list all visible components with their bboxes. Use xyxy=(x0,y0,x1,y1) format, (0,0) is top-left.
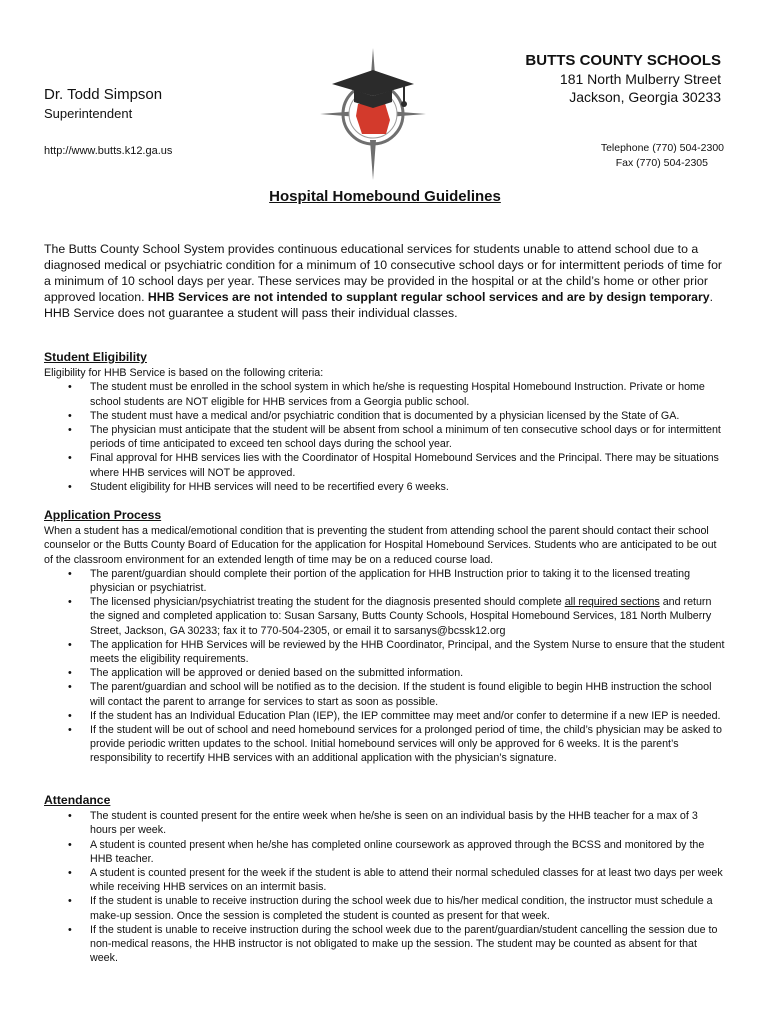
list-item: • The student is counted present for the entire week when he/she is seen on an individual basis by the HHB teacher for a max of 3 hours per week. xyxy=(90,809,726,837)
intro-after-text: . HHB Service does not guarantee a student will pass their individual classes. xyxy=(44,290,714,320)
required-sections-text: all required sections xyxy=(564,596,660,609)
intro-bold-text: HHB Services are not intended to supplant regular school services and are by design temporary xyxy=(147,290,710,304)
list-item: • If the student is unable to receive instruction during the school week due to his/her medical condition, the instructor must schedule a make-up session. Once the session is completed the student is counted as present for that week. xyxy=(90,894,726,922)
district-name: BUTTS COUNTY SCHOOLS xyxy=(525,52,721,69)
superintendent-name: Dr. Todd Simpson xyxy=(44,86,163,103)
eligibility-list xyxy=(44,380,726,494)
intro-text: The Butts County School System provides continuous educational services for students unable to attend school due to a diagnosed medical or psychiatric condition for a minimum of 10 consecutive school days or for intermittent periods of time for a minimum of 10 school days per year. These services may be provided in the hospital or at the child’s home or other prior approved location. xyxy=(44,242,723,304)
list-item: • The parent/guardian should complete their portion of the application for HHB Instruction prior to taking it to the licensed treating physician or psychiatrist. xyxy=(90,567,726,595)
website-url[interactable]: http://www.butts.k12.ga.us xyxy=(44,145,173,157)
list-item: • Final approval for HHB services lies with the Coordinator of Hospital Homebound Services and the Principal. There may be situations where HHB services will NOT be approved. xyxy=(90,451,726,479)
list-item: • The student must be enrolled in the school system in which he/she is requesting Hospital Homebound Instruction. Private or home school students are NOT eligible for HHB services from a Georgia public school. xyxy=(90,380,726,408)
list-item: • The application for HHB Services will be reviewed by the HHB Coordinator, Principal, and the System Nurse to ensure that the student meets the eligibility requirements. xyxy=(90,638,726,666)
district-logo-icon xyxy=(318,48,428,180)
list-item: • The application will be approved or denied based on the submitted information. xyxy=(90,666,726,680)
student-eligibility-section xyxy=(44,350,726,494)
eligibility-lead: Eligibility for HHB Service is based on the following criteria: xyxy=(44,367,324,380)
list-item: • The parent/guardian and school will be notified as to the decision. If the student is found eligible to begin HHB instruction the school will contact the parent to arrange for services to start as soon as possible. xyxy=(90,680,726,708)
list-item: • Student eligibility for HHB services will need to be recertified every 6 weeks. xyxy=(90,480,726,494)
application-list xyxy=(44,567,726,766)
fax: Fax (770) 504-2305 xyxy=(615,157,708,169)
superintendent-title: Superintendent xyxy=(44,106,133,121)
application-lead: When a student has a medical/emotional condition that is preventing the student from attending school the parent should contact their school counselor or the Butts County Board of Education for the application for Hospital Homebound Services. Students who are anticipated to be out of the classroom environment for an extended length of time may be on a reduced course load. xyxy=(44,525,717,566)
attendance-list xyxy=(44,809,726,965)
document-title: Hospital Homebound Guidelines xyxy=(269,188,501,205)
list-item: • A student is counted present when he/she has completed online coursework as approved through the BCSS and monitored by the HHB teacher. xyxy=(90,838,726,866)
application-process-section xyxy=(44,508,726,766)
attendance-heading: Attendance xyxy=(44,793,111,807)
list-item: • If the student has an Individual Education Plan (IEP), the IEP committee may meet and/or confer to determine if a new IEP is needed. xyxy=(90,709,726,723)
address-line-1: 181 North Mulberry Street xyxy=(559,71,721,87)
item-text: and return the signed and completed application to: Susan Sarsany, Butts County Schools, Hospital Homebound Services, 181 North Mulberry Street, Jackson, GA 30233; fax it to 770-504-2305, or email it to sarsanys@bcssk12.org xyxy=(90,596,712,637)
list-item: • If the student will be out of school and need homebound services for a prolonged period of time, the child’s physician may be asked to provide periodic written updates to the school. Initial homebound services will only be approved for 6 weeks. It is the parent’s responsibility to recertify HHB services with an additional application with the physician’s signature. xyxy=(90,723,726,766)
intro-paragraph xyxy=(44,241,724,321)
item-text: The licensed physician/psychiatrist treating the student for the diagnosis presented should complete xyxy=(90,596,565,609)
list-item: • If the student is unable to receive instruction during the school week due to the parent/guardian/student cancelling the session due to non-medical reasons, the HHB instructor is not obligated to make up the session. The student may be counted as absent for that week. xyxy=(90,923,726,966)
telephone: Telephone (770) 504-2300 xyxy=(600,142,724,154)
list-item: • The physician must anticipate that the student will be absent from school a minimum of ten consecutive school days or for intermittent periods of time anticipated to exceed ten school days during the school year. xyxy=(90,423,726,451)
address-line-2: Jackson, Georgia 30233 xyxy=(569,89,721,105)
list-item: • The student must have a medical and/or psychiatric condition that is documented by a physician licensed by the State of GA. xyxy=(90,409,726,423)
student-eligibility-heading: Student Eligibility xyxy=(44,350,147,364)
list-item xyxy=(90,595,726,638)
list-item: • A student is counted present for the week if the student is able to attend their normal scheduled classes for at least two days per week while receiving HHB services on an intermit basis. xyxy=(90,866,726,894)
attendance-section xyxy=(44,793,726,965)
application-process-heading: Application Process xyxy=(44,508,162,522)
